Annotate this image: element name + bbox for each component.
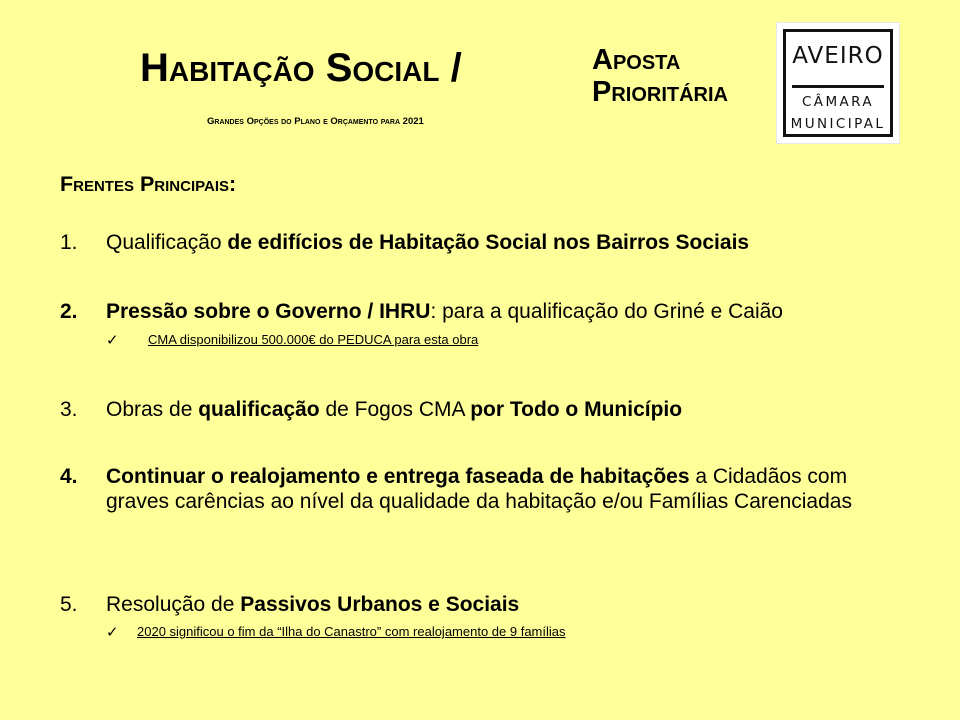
slide-title: Habitação Social / [140,46,462,90]
section-heading: Frentes Principais: [60,172,237,196]
aveiro-logo [776,22,900,144]
slide-title-aside-line2: Prioritária [592,76,729,109]
item-text [106,464,906,514]
item-text [106,299,926,324]
item-number: 5. [60,593,78,616]
item-text-bold: Continuar o realojamento e entrega faseada de habitações [106,465,690,488]
check-icon: ✓ [106,332,119,349]
item-text-normal: Qualificação [106,231,228,254]
item-number: 1. [60,231,78,254]
sub-bullet-text: CMA disponibilizou 500.000€ do PEDUCA para esta obra [148,332,479,347]
item-text-normal: Resolução de [106,593,241,616]
logo-line1: CÂMARA [801,94,874,110]
item-text-bold: Pressão sobre o Governo / IHRU [106,300,431,323]
item-number: 4. [60,465,78,488]
logo-line2: MUNICIPAL [790,116,886,132]
logo-word: AVEIRO [792,43,884,69]
item-text-bold: Passivos Urbanos e Sociais [240,593,520,616]
check-icon: ✓ [106,624,119,641]
item-text-part: qualificação [198,398,320,421]
item-text [106,230,926,255]
item-text [106,592,926,617]
item-number: 3. [60,398,78,421]
item-text-part: de Fogos CMA [319,398,471,421]
item-number: 2. [60,300,78,323]
item-text-normal: a Cidadãos com graves carências ao nível da qualidade da habitação e/ou Famílias Carenciadas [106,465,852,513]
slide-subtitle: Grandes Opções do Plano e Orçamento para 2021 [207,116,424,127]
item-text [106,397,926,422]
item-text-normal: : para a qualificação do Griné e Caião [430,300,783,323]
slide-title-aside [592,44,728,109]
logo-frame [783,29,893,137]
logo-divider [792,85,884,88]
sub-bullet-text: 2020 significou o fim da “Ilha do Canastro” com realojamento de 9 famílias [137,624,566,639]
slide-title-aside-line1: Aposta [592,44,681,76]
item-text-bold: de edifícios de Habitação Social nos Bairros Sociais [227,231,750,254]
item-text-part: Obras de [106,398,199,421]
item-text-part: por Todo o Município [470,398,683,421]
